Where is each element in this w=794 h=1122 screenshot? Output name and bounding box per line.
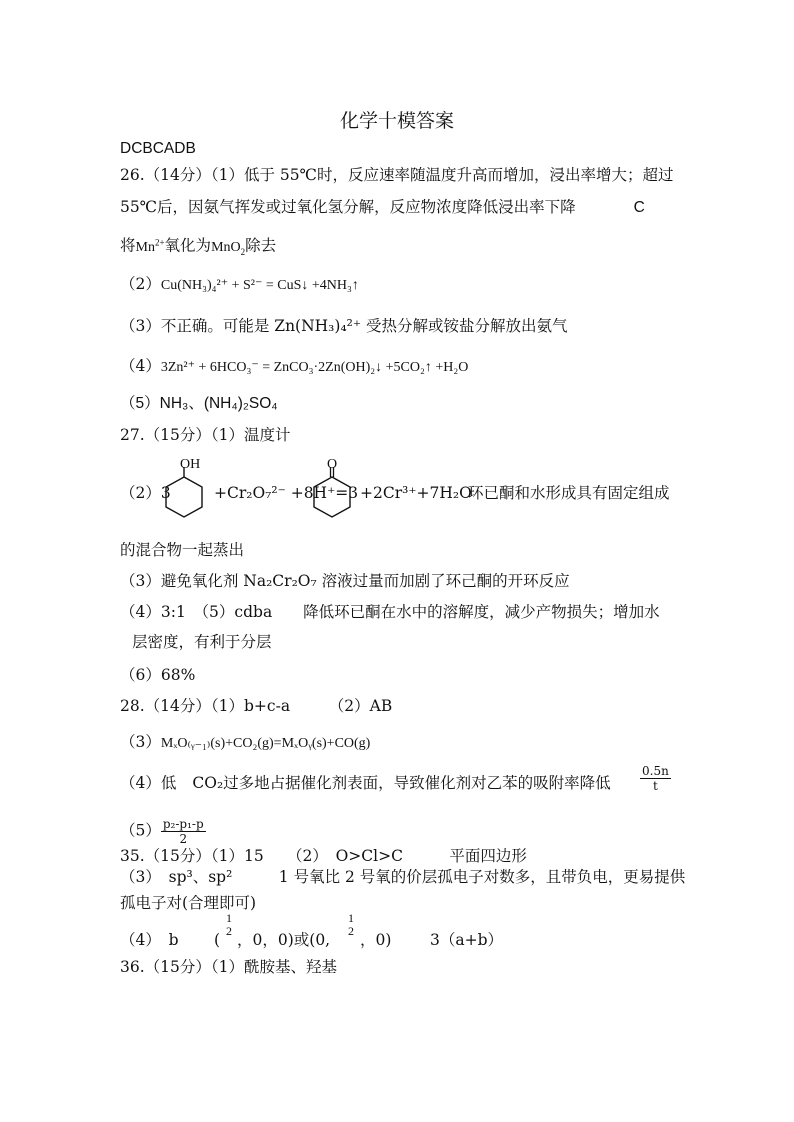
q26-line2: [120, 197, 645, 218]
q26-part5: （5）NH₃、(NH₄)₂SO₄: [120, 395, 278, 412]
q27-part3: （3）避免氧化剂 Na₂Cr₂O₇ 溶液过量而加剧了环己酮的开环反应: [120, 572, 570, 590]
mno2-subscript: 2: [240, 246, 246, 257]
q28-part4: [120, 773, 611, 793]
q26-part2: [120, 274, 359, 296]
mno2-symbol: MnO: [211, 239, 241, 255]
half-fraction-1-num: 1: [226, 911, 232, 925]
q28-p4-fraction: [640, 764, 671, 793]
q35-p4-close: ，0): [360, 931, 392, 949]
mn-ion: [135, 237, 165, 255]
q27-p2-label: （2）3: [120, 484, 171, 502]
q26-p2-label: （2）: [120, 275, 161, 293]
mno2: [211, 240, 245, 255]
half-fraction-2-den: 2: [348, 924, 354, 938]
q36-line1: 36.（15分）（1）酰胺基、羟基: [120, 958, 337, 976]
q26-line2-text: 55℃后，因氨气挥发或过氧化氢分解，反应物浓度降低浸出率下降: [120, 198, 576, 216]
q27-part6: （6）68%: [120, 666, 196, 684]
q35-part3-cont: 孤电子对(合理即可): [120, 894, 257, 912]
q28-p4-text: CO₂过多地占据催化剂表面，导致催化剂对乙苯的吸附率降低: [192, 774, 611, 792]
q26-part3: [120, 316, 567, 336]
q27-p2-tail: +2Cr³⁺+7H₂O: [360, 484, 472, 502]
half-fraction-2: [346, 912, 356, 938]
multiple-choice-answers: DCBCADB: [120, 140, 196, 157]
q26-line3-mid: 氧化为: [164, 236, 212, 255]
pressure-fraction-numerator: p₂-p₁-p: [162, 817, 204, 831]
q27-p2-cont: 的混合物一起蒸出: [120, 541, 245, 559]
q26-line3-pre: 将: [120, 236, 136, 255]
q26-p3-label: （3）: [120, 317, 161, 335]
q28-p4-label: （4）低: [120, 774, 177, 792]
q26-line1: 26.（14分）（1）低于 55℃时，反应速率随温度升高而增加，浸出率增大；超过: [120, 166, 674, 184]
q27-line1: 27.（15分）（1）温度计: [120, 426, 291, 444]
q27-part5-cont: 层密度，有利于分层: [132, 633, 272, 651]
rate-fraction-denominator: t: [652, 779, 658, 793]
page-title: 化学十模答案: [339, 110, 454, 132]
q27-part4-5: （4）3:1 （5）cdba 降低环已酮在水中的溶解度，减少产物损失；增加水: [120, 603, 660, 621]
q26-line3: [120, 232, 276, 261]
q35-p4-mid: ，0，0)或(0,: [237, 931, 331, 949]
q27-p2-mid: +Cr₂O₇²⁻ +8H⁺=3: [214, 484, 359, 502]
half-fraction-2-num: 1: [348, 911, 354, 925]
q26-line3-post: 除去: [245, 236, 277, 255]
q35-line1: 35.（15分）（1）15 （2） O>Cl>C 平面四边形: [120, 847, 527, 865]
cyclohexanone-ring: [314, 477, 350, 517]
rate-fraction-numerator: 0.5n: [642, 764, 669, 778]
cyclohexanol-ring: [166, 477, 202, 517]
q28-line1: 28.（14分）（1）b+c-a （2）AB: [120, 697, 393, 715]
hydroxyl-label: OH: [180, 457, 201, 472]
mn-ion-symbol: Mn: [135, 239, 155, 255]
mn-ion-charge: 2+: [154, 237, 165, 247]
q26-p2-equation: Cu(NH₃)₄²⁺ + S²⁻ = CuS↓ +4NH₃↑: [160, 278, 359, 293]
q35-p4-expression: 3（a+b）: [430, 931, 504, 949]
pressure-fraction: [161, 817, 206, 846]
q26-part4: [120, 356, 468, 378]
half-fraction-1-den: 2: [226, 924, 232, 938]
q27-p2-note: 环已酮和水形成具有固定组成: [468, 484, 670, 502]
q26-answer-c: C: [633, 199, 645, 216]
q28-part3: [120, 732, 370, 754]
q35-part3: （3） sp³、sp² 1 号氧比 2 号氧的价层孤电子对数多，且带负电，更易提供: [120, 868, 686, 886]
q28-p5-label: （5）: [120, 821, 161, 840]
q35-p4-open: (: [214, 931, 221, 949]
carbonyl-o-label: O: [327, 457, 338, 472]
q28-p3-equation: MₓO₍ᵧ₋₁₎(s)+CO₂(g)=MₓOᵧ(s)+CO(g): [160, 736, 371, 751]
q26-p4-label: （4）: [120, 357, 161, 375]
q26-p3-text: 不正确。可能是 Zn(NH₃)₄²⁺ 受热分解或铵盐分解放出氨气: [160, 317, 568, 335]
q28-part5: [120, 817, 206, 846]
half-fraction-1: [224, 912, 234, 938]
q35-p4-label: （4） b: [120, 931, 179, 949]
rate-fraction: [640, 764, 671, 793]
pressure-fraction-denominator: 2: [179, 832, 188, 846]
q28-p3-label: （3）: [120, 733, 161, 751]
q26-p4-equation: 3Zn²⁺ + 6HCO₃⁻ = ZnCO₃·2Zn(OH)₂↓ +5CO₂↑ +H₂O: [160, 360, 469, 375]
